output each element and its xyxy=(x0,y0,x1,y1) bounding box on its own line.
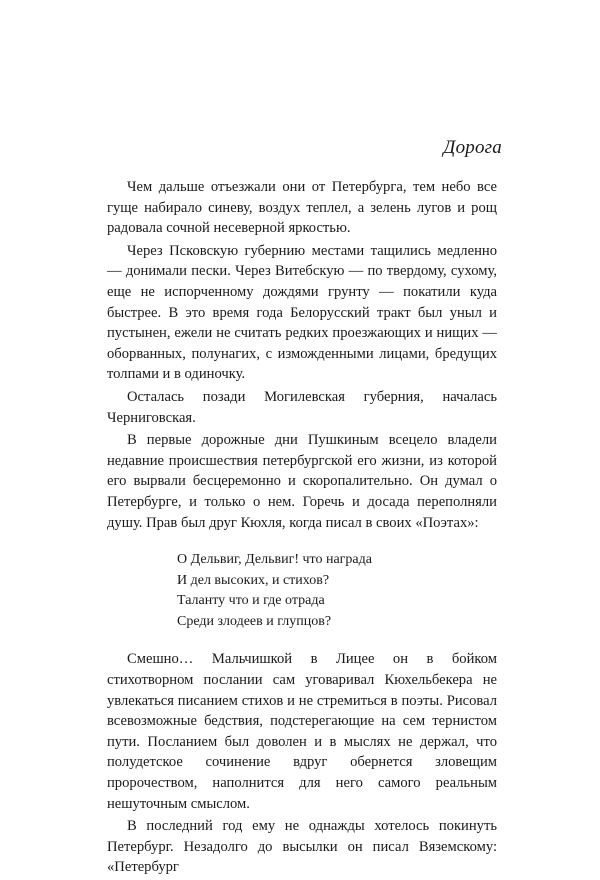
verse-line-4: Среди злодеев и глупцов? xyxy=(177,613,332,629)
verse-quote xyxy=(177,550,497,632)
paragraph-1: Чем дальше отъезжали они от Петербурга, тем небо все гуще набирало синеву, воздух теплел, а зелень лугов и рощ радовала сочной несеверной яркостью. xyxy=(107,179,497,237)
paragraph-5: Смешно… Мальчишкой в Лицее он в бойком стихотворном послании сам уговаривал Кюхельбекера не увлекаться писанием стихов и не стремиться в поэты. Рисовал всевозможные бедствия, подстерегающие на сем тернистом пути. Посланием был доволен и в мыслях не держал, что полудетское сочинение вдруг обернется зловещим пророчеством, наполнится для него самого реальным нешуточным смыслом. xyxy=(107,651,497,812)
verse-line-2: И дел высоких, и стихов? xyxy=(177,572,330,588)
verse-line-1: О Дельвиг, Дельвиг! что награда xyxy=(177,552,372,568)
paragraph-4: В первые дорожные дни Пушкиным всецело владели недавние происшествия петербургской его жизни, из которой его вырвали бесцеремонно и скоропалительно. Он думал о Петербурге, и только о нем. Горечь и досада переполняли душу. Прав был друг Кюхля, когда писал в своих «Поэтах»: xyxy=(107,432,497,531)
paragraph-2: Через Псковскую губернию местами тащились медленно — донимали пески. Через Витебскую — по твердому, сухому, еще не испорченному дождями грунту — покатили куда быстрее. В это время года Белорусский тракт был уныл и пустынен, ежели не считать редких проезжающих и нищих — оборванных, полунагих, с изможденными лицами, бредущих толпами и в одиночку. xyxy=(107,242,497,383)
body-text xyxy=(107,177,497,880)
paragraph-6: В последний год ему не однажды хотелось покинуть Петербург. Незадолго до высылки он писал Вяземскому: «Петербург xyxy=(107,818,497,876)
verse-line-3: Таланту что и где отрада xyxy=(177,593,325,609)
paragraph-3: Осталась позади Могилевская губерния, началась Черниговская. xyxy=(107,388,497,426)
chapter-heading: Дорога xyxy=(443,137,502,158)
